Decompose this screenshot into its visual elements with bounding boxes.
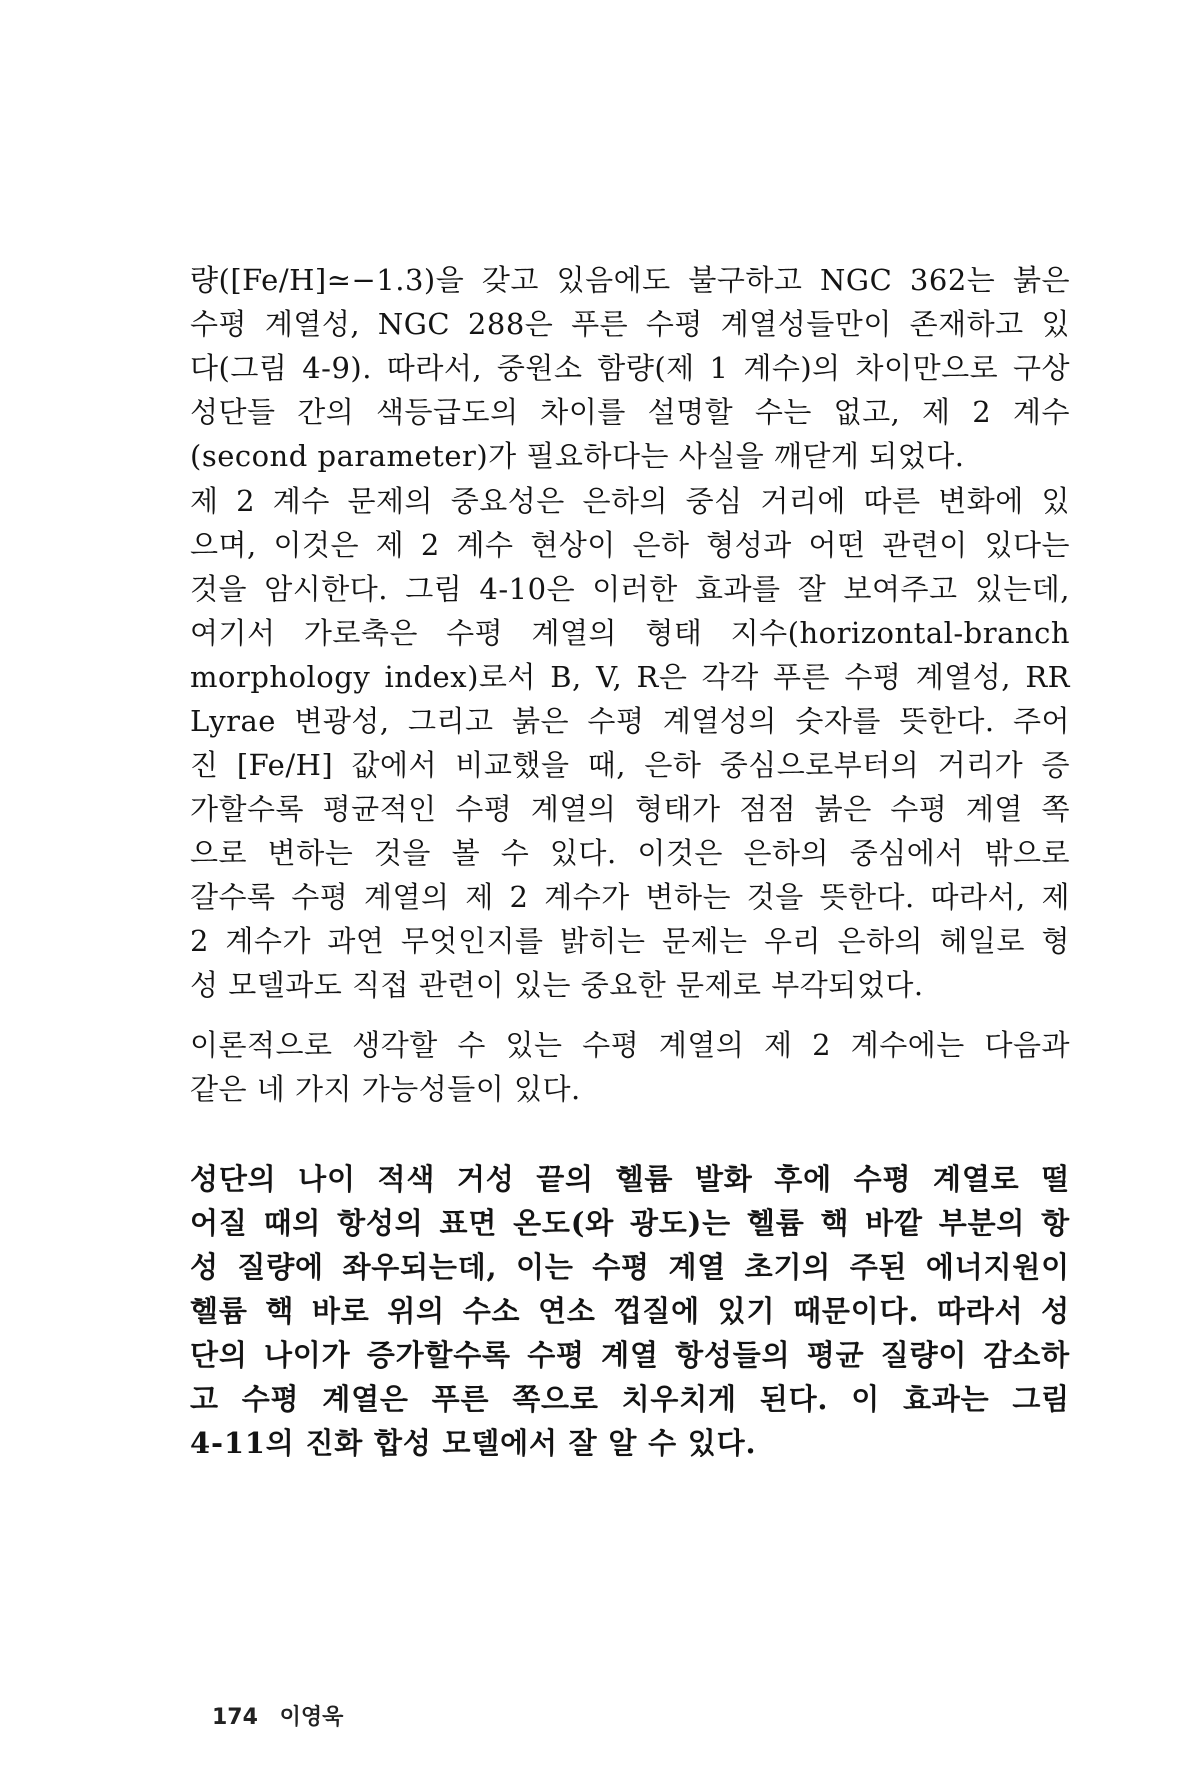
boxed-paragraph-age xyxy=(190,1157,1070,1465)
paragraph-3 xyxy=(190,1023,1070,1111)
text-line: 제 2 계수 문제의 중요성은 은하의 중심 거리에 따른 변화에 있 xyxy=(190,484,1070,518)
text-line: 고 수평 계열은 푸른 쪽으로 치우치게 된다. 이 효과는 그림 xyxy=(190,1382,1070,1416)
paragraph-2 xyxy=(190,479,1070,1007)
author-name: 이영욱 xyxy=(279,1705,344,1730)
text-line: 단의 나이가 증가할수록 수평 계열 항성들의 평균 질량이 감소하 xyxy=(190,1338,1070,1372)
text-line: 진 [Fe/H] 값에서 비교했을 때, 은하 중심으로부터의 거리가 증 xyxy=(190,748,1070,782)
text-line: morphology index)로서 B, V, R은 각각 푸른 수평 계열성, RR xyxy=(190,660,1070,694)
text-line: Lyrae 변광성, 그리고 붉은 수평 계열성의 숫자를 뜻한다. 주어 xyxy=(190,704,1070,738)
text-line: 다(그림 4-9). 따라서, 중원소 함량(제 1 계수)의 차이만으로 구상 xyxy=(190,351,1070,385)
text-line: 량([Fe/H]≃−1.3)을 갖고 있음에도 불구하고 NGC 362는 붉은 xyxy=(190,263,1070,297)
text-line: 헬륨 핵 바로 위의 수소 연소 껍질에 있기 때문이다. 따라서 성 xyxy=(190,1294,1070,1328)
text-line: 수평 계열성, NGC 288은 푸른 수평 계열성들만이 존재하고 있 xyxy=(190,307,1070,341)
text-line: 으로 변하는 것을 볼 수 있다. 이것은 은하의 중심에서 밖으로 xyxy=(190,836,1070,870)
text-line: 성 질량에 좌우되는데, 이는 수평 계열 초기의 주된 에너지원이 xyxy=(190,1250,1070,1284)
text-line: 갈수록 수평 계열의 제 2 계수가 변하는 것을 뜻한다. 따라서, 제 xyxy=(190,880,1070,914)
text-line: (second parameter)가 필요하다는 사실을 깨닫게 되었다. xyxy=(190,439,965,473)
paragraph-1 xyxy=(190,258,1070,478)
text-line: 4-11의 진화 합성 모델에서 잘 알 수 있다. xyxy=(190,1426,757,1460)
text-line: 것을 암시한다. 그림 4-10은 이러한 효과를 잘 보여주고 있는데, xyxy=(190,572,1070,606)
text-line: 여기서 가로축은 수평 계열의 형태 지수(horizontal-branch xyxy=(190,616,1070,650)
text-line: 성단의 나이 적색 거성 끝의 헬륨 발화 후에 수평 계열로 떨 xyxy=(190,1162,1070,1196)
text-line: 어질 때의 항성의 표면 온도(와 광도)는 헬륨 핵 바깥 부분의 항 xyxy=(190,1206,1070,1240)
text-line: 성 모델과도 직접 관련이 있는 중요한 문제로 부각되었다. xyxy=(190,968,924,1002)
text-line: 같은 네 가지 가능성들이 있다. xyxy=(190,1072,581,1106)
text-line: 2 계수가 과연 무엇인지를 밝히는 문제는 우리 은하의 헤일로 형 xyxy=(190,924,1070,958)
text-line: 가할수록 평균적인 수평 계열의 형태가 점점 붉은 수평 계열 쪽 xyxy=(190,792,1070,826)
text-line: 으며, 이것은 제 2 계수 현상이 은하 형성과 어떤 관련이 있다는 xyxy=(190,528,1070,562)
text-line: 성단들 간의 색등급도의 차이를 설명할 수는 없고, 제 2 계수 xyxy=(190,395,1070,429)
text-line: 이론적으로 생각할 수 있는 수평 계열의 제 2 계수에는 다음과 xyxy=(190,1028,1070,1062)
page-number: 174 xyxy=(212,1705,258,1730)
page-footer xyxy=(212,1700,343,1731)
